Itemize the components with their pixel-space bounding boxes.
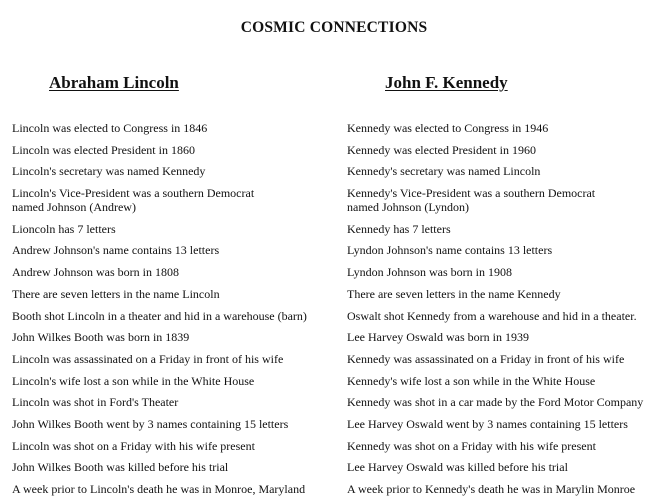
lincoln-fact: [12, 164, 332, 178]
kennedy-fact-text: There are seven letters in the name Kennedy: [347, 286, 561, 301]
lincoln-fact-text: Booth shot Lincoln in a theater and hid in a warehouse (barn): [12, 308, 307, 323]
lincoln-fact-text: A week prior to Lincoln's death he was in Monroe, Maryland: [12, 482, 306, 496]
lincoln-fact-text: Lincoln was elected President in 1860: [12, 142, 195, 157]
lincoln-fact-text: Lincoln was shot in Ford's Theater: [12, 395, 179, 410]
lincoln-fact-text: Lincoln was elected to Congress in 1846: [12, 121, 208, 135]
kennedy-fact: [347, 417, 665, 431]
kennedy-fact-text: Lee Harvey Oswald was killed before his trial: [347, 460, 568, 475]
lincoln-fact: [12, 287, 332, 301]
kennedy-fact-text: Kennedy's wife lost a son while in the White House: [347, 373, 596, 388]
kennedy-fact-text: Lyndon Johnson was born in 1908: [347, 265, 512, 280]
lincoln-fact: [12, 265, 332, 279]
lincoln-fact-text: Lioncoln has 7 letters: [12, 221, 116, 236]
lincoln-fact-text: named Johnson (Andrew): [12, 200, 136, 215]
lincoln-fact: [12, 417, 332, 431]
column-heading-kennedy: John F. Kennedy: [385, 73, 508, 92]
lincoln-fact-text: There are seven letters in the name Lincoln: [12, 286, 220, 301]
lincoln-fact: [12, 309, 332, 323]
page-title: COSMIC CONNECTIONS: [240, 19, 428, 36]
kennedy-fact: [347, 143, 665, 157]
lincoln-fact: [12, 482, 332, 496]
lincoln-fact: [12, 143, 332, 157]
kennedy-fact-text: Kennedy has 7 letters: [347, 221, 451, 236]
kennedy-fact-text: Kennedy was shot in a car made by the Ford Motor Company: [347, 395, 644, 410]
kennedy-fact-text: Kennedy was elected to Congress in 1946: [347, 121, 549, 135]
kennedy-fact-text: Kennedy's Vice-President was a southern Democrat: [347, 186, 596, 201]
column-heading-lincoln: Abraham Lincoln: [49, 73, 179, 92]
kennedy-fact-text: A week prior to Kennedy's death he was in Marylin Monroe: [347, 482, 636, 496]
lincoln-fact: [12, 222, 332, 236]
lincoln-fact: [12, 352, 332, 366]
lincoln-facts-list: [12, 121, 332, 504]
kennedy-fact-text: Kennedy was shot on a Friday with his wife present: [347, 438, 596, 453]
lincoln-fact-text: Andrew Johnson was born in 1808: [12, 265, 179, 280]
kennedy-fact: [347, 374, 665, 388]
kennedy-fact-text: Lee Harvey Oswald was born in 1939: [347, 330, 529, 345]
lincoln-fact-text: Andrew Johnson's name contains 13 letters: [12, 243, 220, 258]
kennedy-fact-text: Lee Harvey Oswald went by 3 names containing 15 letters: [347, 416, 628, 431]
kennedy-fact: [347, 330, 665, 344]
kennedy-fact: [347, 186, 665, 214]
lincoln-fact: [12, 330, 332, 344]
lincoln-fact-text: John Wilkes Booth went by 3 names containing 15 letters: [12, 416, 289, 431]
kennedy-fact: [347, 121, 665, 135]
lincoln-fact: [12, 374, 332, 388]
kennedy-fact: [347, 164, 665, 178]
lincoln-fact-text: Lincoln's wife lost a son while in the White House: [12, 373, 255, 388]
kennedy-fact-text: Kennedy's secretary was named Lincoln: [347, 164, 541, 179]
kennedy-fact-text: Oswalt shot Kennedy from a warehouse and hid in a theater.: [347, 308, 637, 323]
kennedy-fact: [347, 439, 665, 453]
kennedy-fact: [347, 287, 665, 301]
kennedy-fact: [347, 460, 665, 474]
kennedy-fact: [347, 222, 665, 236]
kennedy-fact-text: Kennedy was assassinated on a Friday in front of his wife: [347, 351, 625, 366]
lincoln-fact: [12, 243, 332, 257]
kennedy-fact: [347, 265, 665, 279]
kennedy-fact: [347, 352, 665, 366]
lincoln-fact: [12, 186, 332, 214]
lincoln-fact: [12, 439, 332, 453]
lincoln-fact-text: Lincoln's secretary was named Kennedy: [12, 164, 206, 179]
lincoln-fact-text: John Wilkes Booth was killed before his trial: [12, 460, 229, 475]
lincoln-fact: [12, 121, 332, 135]
kennedy-fact: [347, 243, 665, 257]
kennedy-fact-text: Lyndon Johnson's name contains 13 letters: [347, 243, 553, 258]
kennedy-fact: [347, 309, 665, 323]
kennedy-facts-list: [347, 121, 665, 504]
kennedy-fact-text: named Johnson (Lyndon): [347, 200, 469, 215]
lincoln-fact: [12, 395, 332, 409]
kennedy-fact: [347, 482, 665, 496]
lincoln-fact: [12, 460, 332, 474]
lincoln-fact-text: Lincoln was shot on a Friday with his wife present: [12, 438, 255, 453]
lincoln-fact-text: Lincoln was assassinated on a Friday in front of his wife: [12, 351, 284, 366]
lincoln-fact-text: Lincoln's Vice-President was a southern Democrat: [12, 186, 255, 201]
kennedy-fact-text: Kennedy was elected President in 1960: [347, 142, 536, 157]
lincoln-fact-text: John Wilkes Booth was born in 1839: [12, 330, 190, 345]
kennedy-fact: [347, 395, 665, 409]
